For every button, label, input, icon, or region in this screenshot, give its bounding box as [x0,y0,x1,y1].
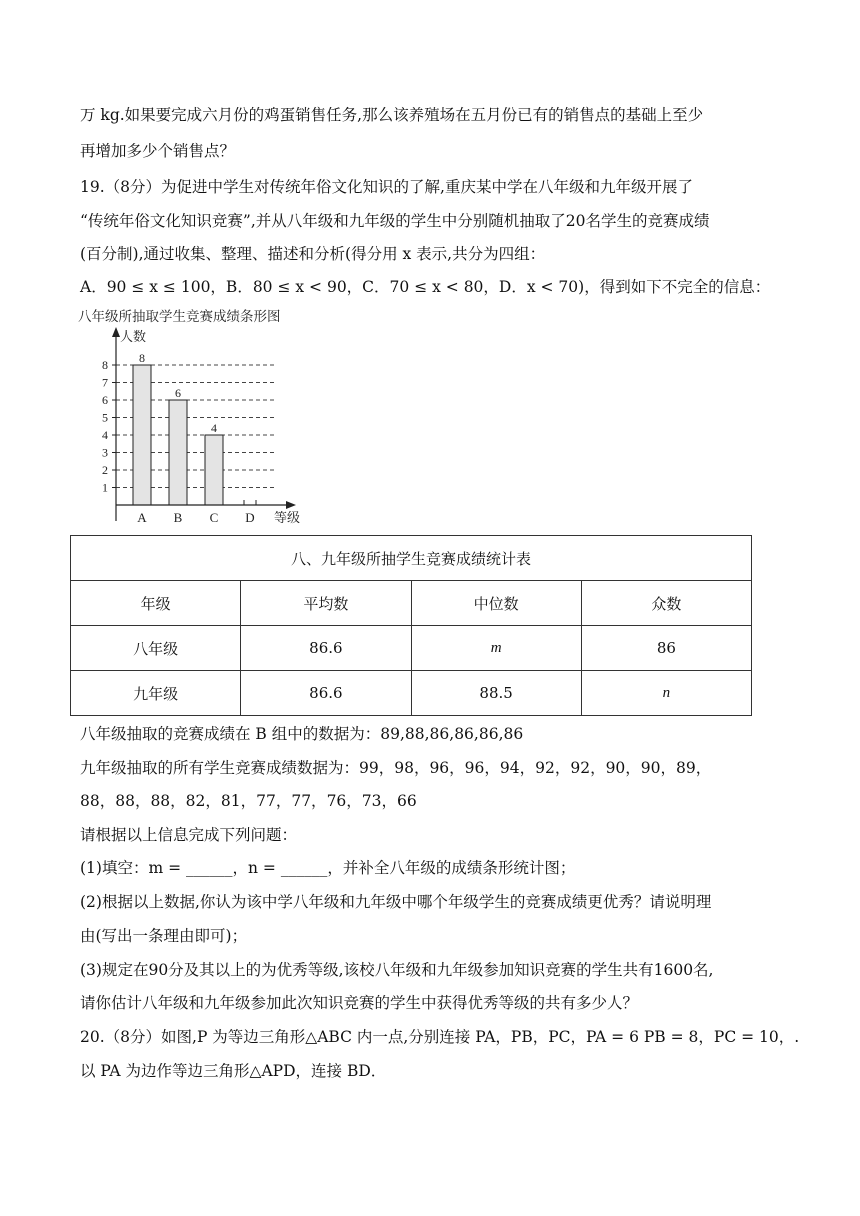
y-tick-label: 1 [102,480,108,495]
text-line: 请根据以上信息完成下列问题： [80,826,298,844]
question-19-heading: 19.（8分）为促进中学生对传统年俗文化知识的了解,重庆某中学在八年级和九年级开展了 [80,178,693,196]
text-line: “传统年俗文化知识竞赛”,并从八年级和九年级的学生中分别随机抽取了20名学生的竞赛成绩 [80,212,710,230]
text-line: 再增加多少个销售点？ [80,142,236,160]
table-header: 众数 [581,581,751,626]
table-cell: n [581,671,751,716]
bar-value-label: 4 [211,421,217,435]
x-tick-label: A [137,510,147,525]
text-line: 八年级抽取的竞赛成绩在 B 组中的数据为：89,88,86,86,86,86 [80,725,524,743]
x-tick-label: D [245,510,255,525]
table-row [71,626,752,671]
text-line: 九年级抽取的所有学生竞赛成绩数据为：99，98，96，96，94，92，92，90，90，89， [80,759,712,777]
bar [133,365,151,505]
table-caption: 八、九年级所抽学生竞赛成绩统计表 [71,536,752,581]
bar-chart [92,325,322,530]
y-tick-label: 8 [102,358,108,372]
table-header: 年级 [71,581,241,626]
table-row [71,671,752,716]
table-cell: 86.6 [241,671,411,716]
y-tick-label: 2 [102,463,108,477]
text-line: (百分制),通过收集、整理、描述和分析(得分用 x 表示,共分为四组： [80,245,546,263]
bar-value-label: 6 [175,386,181,400]
question-20-heading: 20.（8分）如图,P 为等边三角形△ABC 内一点,分别连接 PA，PB，PC，PA = 6 PB = 8，PC = 10，. [80,1028,800,1046]
y-tick-label: 3 [102,445,108,460]
grouping-definition: A．90 ≤ x ≤ 100，B．80 ≤ x < 90，C．70 ≤ x < 80，D．x < 70)，得到如下不完全的信息： [80,278,771,296]
table-cell: 八年级 [71,626,241,671]
chart-caption: 八年级所抽取学生竞赛成绩条形图 [78,309,281,325]
table-cell: 九年级 [71,671,241,716]
bar-value-label: 8 [139,351,145,365]
x-axis-label: 等级 [274,511,301,526]
table-cell: 86.6 [241,626,411,671]
text-line: 以 PA 为边作等边三角形△APD，连接 BD． [80,1062,387,1080]
table-cell: m [411,626,581,671]
y-tick-label: 7 [102,375,108,390]
text-line: 88，88，88，82，81，77，77，76，73，66 [80,792,417,810]
chart-ticks [102,358,116,495]
table-header: 中位数 [411,581,581,626]
sub-question-2: (2)根据以上数据,你认为该中学八年级和九年级中哪个年级学生的竞赛成绩更优秀？请说明理 [80,893,712,911]
table-header: 平均数 [241,581,411,626]
text-line: 由(写出一条理由即可)； [80,927,248,945]
chart-bars [133,351,256,525]
stats-table [70,535,752,716]
bar [205,435,223,505]
y-axis-arrow [112,327,120,337]
sub-question-1: (1)填空：m = ______，n = ______，并补全八年级的成绩条形统计图； [80,859,576,877]
table-header-row [71,581,752,626]
y-axis-label: 人数 [120,330,147,345]
x-tick-label: C [209,510,219,525]
text-line: 请你估计八年级和九年级参加此次知识竞赛的学生中获得优秀等级的共有多少人？ [80,994,639,1012]
y-tick-label: 6 [102,393,108,407]
bar [169,400,187,505]
table-cell: 88.5 [411,671,581,716]
y-tick-label: 5 [102,410,108,425]
table-cell: 86 [581,626,751,671]
x-tick-label: B [173,510,183,525]
sub-question-3: (3)规定在90分及其以上的为优秀等级,该校八年级和九年级参加知识竞赛的学生共有1600名, [80,961,714,979]
y-tick-label: 4 [102,428,108,442]
text-line: 万 kg.如果要完成六月份的鸡蛋销售任务,那么该养殖场在五月份已有的销售点的基础上至少 [80,106,704,124]
x-axis-arrow [286,501,296,509]
